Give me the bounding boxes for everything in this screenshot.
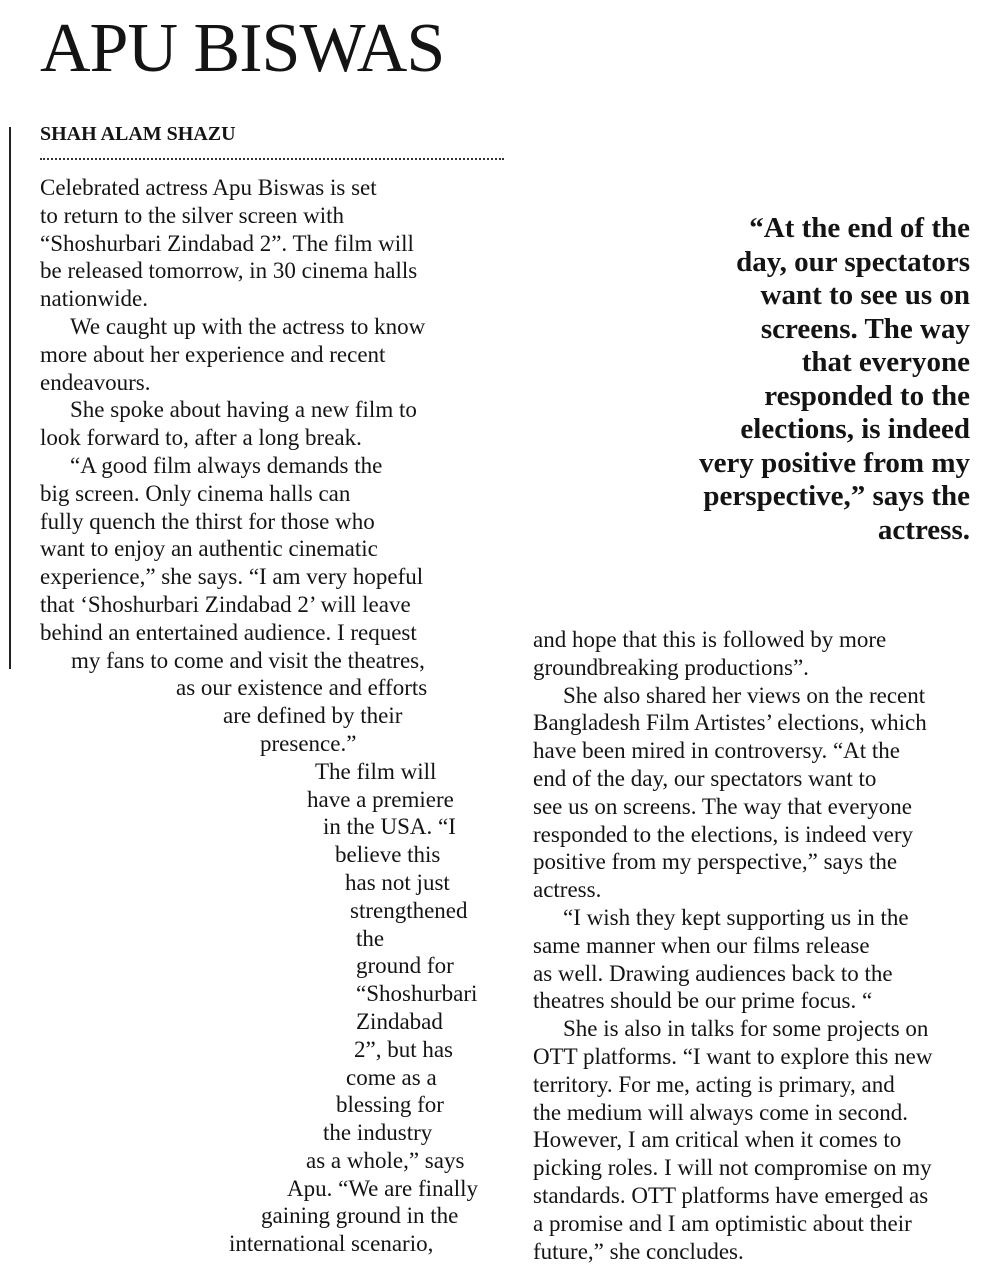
body-line: same manner when our films release <box>533 932 870 958</box>
body-line: OTT platforms. “I want to explore this new <box>533 1043 933 1069</box>
body-line: behind an entertained audience. I request <box>40 619 417 645</box>
vertical-rule <box>9 127 11 669</box>
body-line: future,” she concludes. <box>533 1238 744 1264</box>
body-line: territory. For me, acting is primary, and <box>533 1071 895 1097</box>
body-line: want to enjoy an authentic cinematic <box>40 536 378 562</box>
body-line: standards. OTT platforms have emerged as <box>533 1182 929 1208</box>
byline: SHAH ALAM SHAZU <box>40 123 236 145</box>
body-line: the industry <box>323 1120 433 1146</box>
body-line: picking roles. I will not compromise on my <box>533 1155 932 1181</box>
body-line: see us on screens. The way that everyone <box>533 793 912 819</box>
pull-quote-line: responded to the <box>764 379 970 412</box>
body-line: experience,” she says. “I am very hopeful <box>40 564 424 590</box>
pull-quote-line: day, our spectators <box>736 245 970 278</box>
body-line: my fans to come and visit the theatres, <box>71 647 425 673</box>
body-line: “A good film always demands the <box>70 452 383 478</box>
body-line: “Shoshurbari Zindabad 2”. The film will <box>40 230 414 256</box>
dotted-divider <box>40 158 504 160</box>
body-line: Apu. “We are finally <box>287 1175 479 1201</box>
body-line: has not just <box>345 869 450 895</box>
pull-quote-line: that everyone <box>801 346 970 378</box>
body-line: However, I am critical when it comes to <box>533 1127 902 1153</box>
pull-quote-line: “At the end of the <box>749 212 970 244</box>
body-line: have a premiere <box>307 786 454 812</box>
pull-quote-line: perspective,” says the <box>703 480 970 512</box>
body-line: the medium will always come in second. <box>533 1099 908 1125</box>
body-line: Bangladesh Film Artistes’ elections, which <box>533 710 927 736</box>
body-line: 2”, but has <box>354 1036 454 1062</box>
body-line: as well. Drawing audiences back to the <box>533 960 893 986</box>
body-line: She spoke about having a new film to <box>70 397 417 423</box>
body-line: positive from my perspective,” says the <box>533 849 898 875</box>
body-line: more about her experience and recent <box>40 341 386 367</box>
body-line: theatres should be our prime focus. “ <box>533 988 873 1014</box>
pull-quote-line: elections, is indeed <box>740 413 970 445</box>
body-line: blessing for <box>336 1092 444 1118</box>
article-column-1 <box>40 174 478 1258</box>
body-line: Zindabad <box>356 1008 443 1034</box>
article-column-2 <box>533 626 932 1265</box>
body-line: as our existence and efforts <box>176 675 428 701</box>
body-line: We caught up with the actress to know <box>70 313 426 339</box>
body-line: a promise and I am optimistic about their <box>533 1210 912 1236</box>
pull-quote-line: screens. The way <box>760 312 970 345</box>
body-line: as a whole,” says <box>306 1147 465 1173</box>
body-line: She also shared her views on the recent <box>563 682 926 708</box>
pull-quote-line: very positive from my <box>699 446 970 479</box>
body-line: nationwide. <box>40 286 148 312</box>
body-line: that ‘Shoshurbari Zindabad 2’ will leave <box>40 591 411 617</box>
body-line: Celebrated actress Apu Biswas is set <box>40 175 377 200</box>
body-line: and hope that this is followed by more <box>533 627 887 652</box>
headline: APU BISWAS <box>40 10 445 87</box>
pull-quote-line: want to see us on <box>760 279 970 311</box>
body-line: The film will <box>315 758 437 784</box>
body-line: responded to the elections, is indeed very <box>533 821 914 847</box>
body-line: believe this <box>335 842 441 868</box>
body-line: gaining ground in the <box>261 1203 459 1229</box>
body-line: the <box>356 925 385 951</box>
body-line: end of the day, our spectators want to <box>533 765 877 791</box>
body-line: ground for <box>356 953 454 979</box>
body-line: fully quench the thirst for those who <box>40 508 375 534</box>
body-line: actress. <box>533 877 602 903</box>
body-line: in the USA. “I <box>323 814 456 840</box>
body-line: She is also in talks for some projects on <box>563 1016 929 1042</box>
body-line: to return to the silver screen with <box>40 202 345 228</box>
body-line: come as a <box>346 1064 437 1090</box>
body-line: be released tomorrow, in 30 cinema halls <box>40 258 418 284</box>
body-line: strengthened <box>350 897 468 923</box>
body-line: “I wish they kept supporting us in the <box>563 904 909 930</box>
pull-quote-line: actress. <box>877 513 970 546</box>
body-line: “Shoshurbari <box>356 981 478 1007</box>
body-line: have been mired in controversy. “At the <box>533 738 901 764</box>
body-line: are defined by their <box>223 703 403 729</box>
body-line: big screen. Only cinema halls can <box>40 480 351 506</box>
body-line: presence.” <box>260 730 357 756</box>
body-line: international scenario, <box>229 1231 434 1257</box>
body-line: groundbreaking productions”. <box>533 654 809 680</box>
pull-quote <box>699 212 970 547</box>
body-line: endeavours. <box>40 369 151 395</box>
body-line: look forward to, after a long break. <box>40 425 362 451</box>
